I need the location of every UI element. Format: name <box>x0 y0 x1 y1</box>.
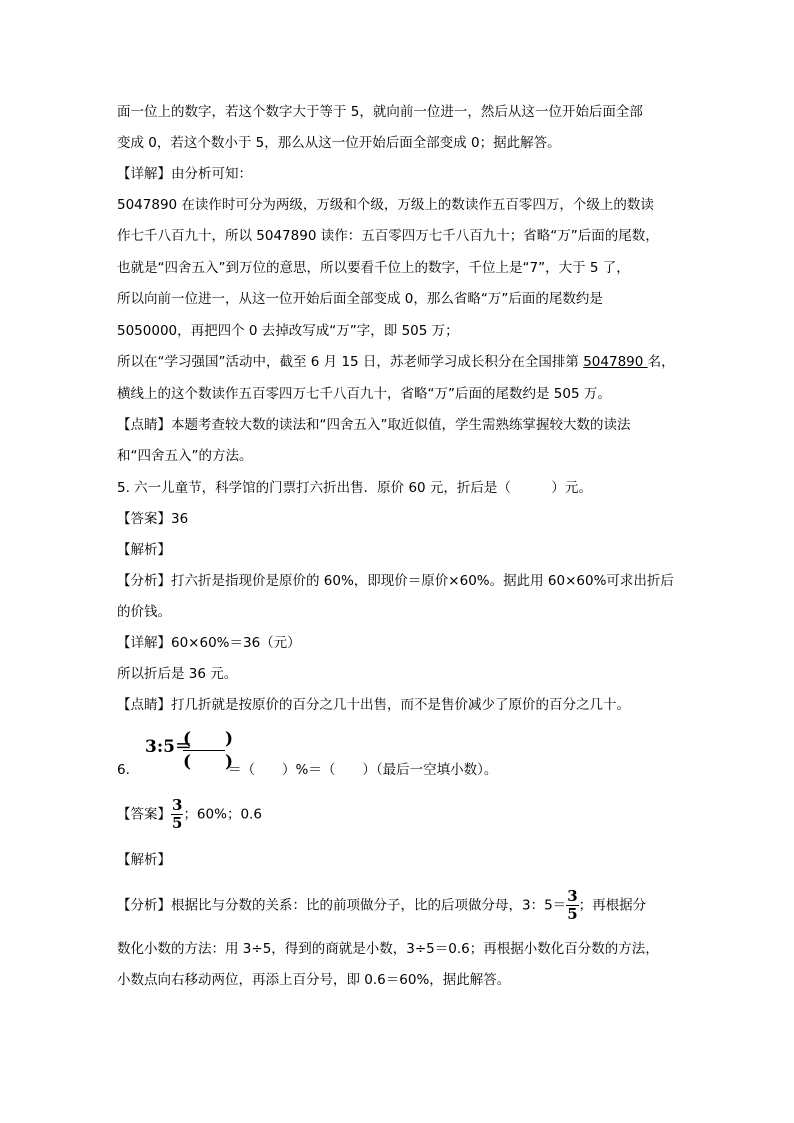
text: 名， <box>647 354 675 370</box>
answer-6 <box>117 797 262 832</box>
fraction <box>566 888 578 923</box>
question-6-number: 6. <box>117 762 130 778</box>
text-line: 5050000，再把四个 0 去掉改写成“万”字，即 505 万； <box>117 323 459 339</box>
blank-fraction <box>183 728 234 773</box>
text-line: 和“四舍五入”的方法。 <box>117 448 253 464</box>
question-5: 5. 六一儿童节，科学馆的门票打六折出售．原价 60 元，折后是（ ）元。 <box>117 480 592 496</box>
analysis-label: 【解析】 <box>117 852 171 868</box>
text-line: 的价钱。 <box>117 604 171 620</box>
denominator: ( ) <box>183 752 234 772</box>
fraction <box>171 797 183 832</box>
text-line: 【详解】60×60%＝36（元） <box>117 635 301 651</box>
text-line: 数化小数的方法：用 3÷5，得到的商就是小数，3÷5＝0.6；再根据小数化百分数的方法， <box>117 941 659 957</box>
numerator: 3 <box>172 796 183 814</box>
text-line: 所以折后是 36 元。 <box>117 666 238 682</box>
text-line: 横线上的这个数读作五百零四万七千八百九十，省略“万”后面的尾数约是 505 万。 <box>117 386 611 402</box>
text-line: 【点睛】打几折就是按原价的百分之几十出售，而不是售价减少了原价的百分之几十。 <box>117 697 630 713</box>
text-line: 5047890 在读作时可分为两级，万级和个级，万级上的数读作五百零四万，个级上的数读 <box>117 197 654 213</box>
text-line: 【点睛】本题考查较大数的读法和“四舍五入”取近似值，学生需熟练掌握较大数的读法 <box>117 417 631 433</box>
underlined-number: 5047890 <box>583 354 648 370</box>
denominator: 5 <box>567 905 578 923</box>
text: 所以在“学习强国”活动中，截至 6 月 15 日，苏老师学习成长积分在全国排第 <box>117 354 584 370</box>
analysis-label: 【解析】 <box>117 542 171 558</box>
answer-5: 【答案】36 <box>117 511 189 527</box>
text-line: 作七千八百九十，所以 5047890 读作：五百零四万七千八百九十；省略“万”后面的尾数， <box>117 228 659 244</box>
text-line: 变成 0，若这个数小于 5，那么从这一位开始后面全部变成 0；据此解答。 <box>117 135 561 151</box>
text: ；再根据分 <box>578 897 647 914</box>
text-line: 【详解】由分析可知： <box>117 166 252 182</box>
text-line: 【分析】打六折是指现价是原价的 60%，即现价＝原价×60%。据此用 60×60%可求出折后 <box>117 573 674 589</box>
text-line: 所以向前一位进一，从这一位开始后面全部变成 0，那么省略“万”后面的尾数约是 <box>117 291 603 307</box>
text-line <box>117 353 675 371</box>
text-line: 小数点向右移动两位，再添上百分号，即 0.6＝60%，据此解答。 <box>117 972 511 988</box>
text-line <box>117 888 646 923</box>
denominator: 5 <box>172 814 183 832</box>
text-line: 也就是“四舍五入”到万位的意思，所以要看千位上的数字，千位上是“7”，大于 5 了， <box>117 260 630 276</box>
ratio: 3:5＝ <box>145 737 192 757</box>
question-6-text: ＝（ ）%＝（ ）（最后一空填小数）。 <box>228 762 498 778</box>
answer-rest: ；60%；0.6 <box>183 806 262 823</box>
numerator: ( ) <box>183 729 234 749</box>
text: 【分析】根据比与分数的关系：比的前项做分子，比的后项做分母，3：5＝ <box>117 897 567 914</box>
text-line: 面一位上的数字，若这个数字大于等于 5，就向前一位进一，然后从这一位开始后面全部 <box>117 104 643 120</box>
answer-label: 【答案】 <box>117 806 171 823</box>
numerator: 3 <box>567 887 578 905</box>
